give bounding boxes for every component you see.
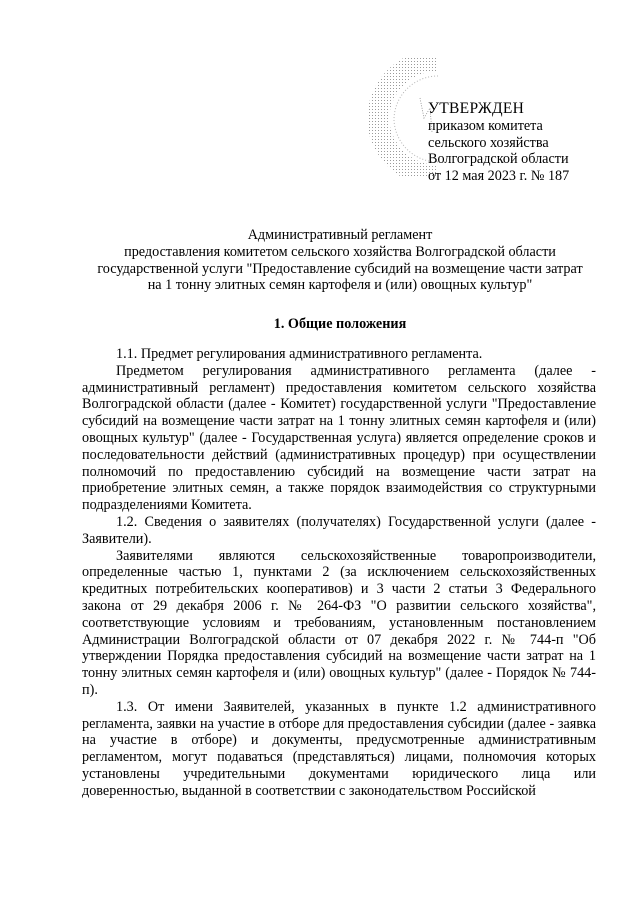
heading-line: на 1 тонну элитных семян картофеля и (или) овощных культур" <box>147 277 533 294</box>
paragraph: 1.3. От имени Заявителей, указанных в пункте 1.2 административного регламента, заявки на участие в отборе для предоставления субсидии (далее - заявка на участие в отборе) и документы, предусмотренные административным регламентом, могут подаваться (представляться) лицами, полномочия которых установлены учредительными документами юридического лица или доверенностью, выданной в соответствии с законодательством Российской <box>82 698 596 799</box>
document-heading <box>96 227 584 294</box>
paragraph: 1.2. Сведения о заявителях (получателях) Государственной услуги (далее - Заявители). <box>82 513 596 547</box>
section-title: 1. Общие положения <box>273 316 407 332</box>
heading-line: государственной услуги "Предоставление субсидий на возмещение части затрат <box>97 260 583 277</box>
heading-line: предоставления комитетом сельского хозяйства Волгоградской области <box>124 243 556 260</box>
heading-line: Административный регламент <box>247 227 433 243</box>
approval-line: сельского хозяйства <box>428 134 549 151</box>
approval-title: УТВЕРЖДЕН <box>428 100 525 117</box>
approval-line: от 12 мая 2023 г. № 187 <box>428 168 570 185</box>
approval-line: приказом комитета <box>428 117 543 134</box>
paragraph: 1.1. Предмет регулирования административного регламента. <box>116 346 483 362</box>
paragraph: Предметом регулирования административного регламента (далее - административный регламент) предоставления комитетом сельского хозяйства Волгоградской области (далее - Комитет) государственной услуги "Предоставление субсидий на возмещение части затрат на 1 тонну элитных семян картофеля и (или) овощных культур" (далее - Государственная услуга) является определение сроков и последовательности действий (административных процедур) при осуществлении полномочий по предоставлению субсидий на возмещение части затрат на приобретение элитных семян, а также порядок взаимодействия со структурными подразделениями Комитета. <box>82 362 596 514</box>
paragraph: Заявителями являются сельскохозяйственные товаропроизводители, определенные частью 1, пунктами 2 (за исключением сельскохозяйственных кредитных потребительских кооперативов) и 3 части 2 статьи 3 Федерального закона от 29 декабря 2006 г. № 264-ФЗ "О развитии сельского хозяйства", соответствующие условиям и требованиям, установленным постановлением Администрации Волгоградской области от 07 декабря 2022 г. № 744-п "Об утверждении Порядка предоставления субсидий на возмещение части затрат на 1 тонну элитных семян картофеля и (или) овощных культур" (далее - Порядок № 744-п). <box>82 547 596 698</box>
approval-line: Волгоградской области <box>428 151 569 168</box>
approval-block <box>428 101 628 185</box>
document-body <box>82 346 596 800</box>
